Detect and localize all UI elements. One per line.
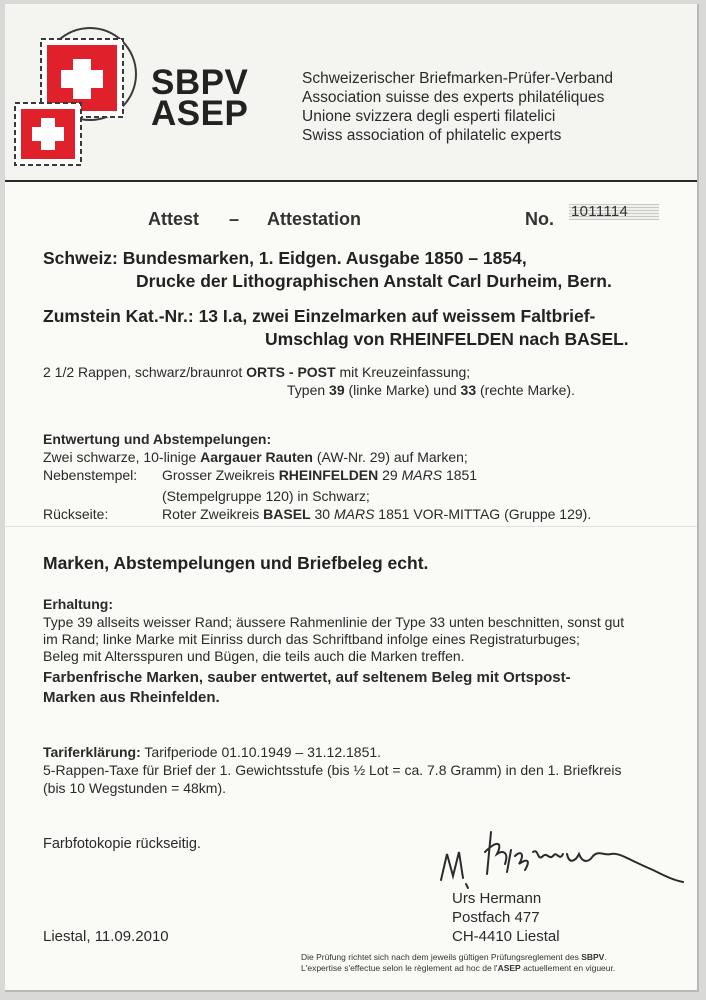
rueckseite-value xyxy=(162,506,591,522)
mars: MARS xyxy=(401,467,443,483)
cancel-text: (AW-Nr. 29) auf Marken; xyxy=(312,449,468,465)
cancel-text: Zwei schwarze, 10-linige xyxy=(43,449,201,465)
footer-de xyxy=(301,952,615,963)
cert-number-label: No. xyxy=(525,209,554,229)
footer-sbpv: SBPV xyxy=(581,952,605,962)
association-name-en: Swiss association of philatelic experts xyxy=(302,127,562,144)
stamp-description-line-1 xyxy=(43,364,470,380)
association-names xyxy=(302,69,613,145)
cancel-text: 1851 xyxy=(442,467,478,483)
cancel-text: 1851 VOR-MITTAG (Gruppe 129). xyxy=(374,506,592,522)
cancel-text: 30 xyxy=(310,506,334,522)
tariff-line-1 xyxy=(43,744,381,760)
cert-number-field xyxy=(569,204,659,220)
brand-asep: ASEP xyxy=(151,94,249,133)
stempelgruppe-note: (Stempelgruppe 120) in Schwarz; xyxy=(162,488,370,504)
catalog-line-2: Umschlag von RHEINFELDEN nach BASEL. xyxy=(265,329,629,349)
footer-asep: ASEP xyxy=(497,963,521,973)
signer-name: Urs Hermann xyxy=(452,890,542,907)
type-39: 39 xyxy=(329,382,345,398)
tariff-period: Tarifperiode 01.10.1949 – 31.12.1851. xyxy=(140,744,382,760)
brand-wordmark xyxy=(151,63,249,133)
title-dash: – xyxy=(229,209,240,229)
cancel-text: 29 xyxy=(378,467,402,483)
desc-text: mit Kreuzeinfassung; xyxy=(335,364,471,380)
tariff-line-3: (bis 10 Wegstunden = 48km). xyxy=(43,780,227,796)
desc-orts-post: ORTS - POST xyxy=(246,364,336,380)
cancel-text: Grosser Zweikreis xyxy=(162,467,279,483)
cancel-text: Roter Zweikreis xyxy=(162,506,264,522)
rueckseite-label: Rückseite: xyxy=(43,506,109,522)
cancellation-heading: Entwertung und Abstempelungen: xyxy=(43,431,272,447)
issue-line-1: Schweiz: Bundesmarken, 1. Eidgen. Ausgabe 1850 – 1854, xyxy=(43,248,527,268)
condition-line-3: Beleg mit Altersspuren und Bügen, die teils auch die Marken treffen. xyxy=(43,648,465,664)
brand-sbpv: SBPV xyxy=(151,63,249,102)
desc-text: (rechte Marke). xyxy=(476,382,575,398)
nebenstempel-label: Nebenstempel: xyxy=(43,467,138,483)
signer-address-2: CH-4410 Liestal xyxy=(452,928,560,945)
aargauer-rauten: Aargauer Rauten xyxy=(200,449,313,465)
type-33: 33 xyxy=(460,382,477,398)
footer-fr xyxy=(301,963,615,974)
condition-heading: Erhaltung: xyxy=(43,596,113,612)
footer-text: Die Prüfung richtet sich nach dem jeweils gültigen Prüfungsreglement des xyxy=(301,952,582,962)
mars: MARS xyxy=(333,506,375,522)
signer-address-1: Postfach 477 xyxy=(452,909,540,926)
sbpv-stamp-logo xyxy=(11,26,151,171)
footer-text: actuellement en vigueur. xyxy=(520,963,616,973)
condition-line-1: Type 39 allseits weisser Rand; äussere Rahmenlinie der Type 33 unten beschnitten, sonst gut xyxy=(43,614,625,630)
place-and-date: Liestal, 11.09.2010 xyxy=(43,928,169,945)
tariff-line-2: 5-Rappen-Taxe für Brief der 1. Gewichtsstufe (bis ½ Lot = ca. 7.8 Gramm) in den 1. Briefkreis xyxy=(43,762,622,778)
attest-title: Attest xyxy=(148,209,200,229)
certificate-sheet xyxy=(5,4,699,992)
association-name-it: Unione svizzera degli esperti filatelici xyxy=(302,108,556,125)
cert-number-value: 1011114 xyxy=(571,203,629,220)
stamp-description-line-2 xyxy=(287,382,575,398)
desc-text: 2 1/2 Rappen, schwarz/braunrot xyxy=(43,364,247,380)
cancellation-row-1 xyxy=(43,449,468,465)
legal-footer xyxy=(301,952,615,974)
paper-fold-line xyxy=(5,526,697,527)
nebenstempel-value xyxy=(162,467,477,483)
association-name-de: Schweizerischer Briefmarken-Prüfer-Verband xyxy=(302,70,613,87)
condition-line-2: im Rand; linke Marke mit Einriss durch das Schriftband infolge eines Registraturbuges; xyxy=(43,631,580,647)
photocopy-note: Farbfotokopie rückseitig. xyxy=(43,836,201,852)
footer-text: L'expertise s'effectue selon le règlement ad hoc de l' xyxy=(301,963,498,973)
desc-text: Typen xyxy=(287,382,330,398)
letterhead xyxy=(5,4,697,182)
tariff-label: Tariferklärung: xyxy=(43,744,141,760)
association-name-fr: Association suisse des experts philatéliques xyxy=(302,89,605,106)
catalog-line-1: Zumstein Kat.-Nr.: 13 I.a, zwei Einzelmarken auf weissem Faltbrief- xyxy=(43,306,596,326)
basel: BASEL xyxy=(263,506,311,522)
rheinfelden: RHEINFELDEN xyxy=(278,467,379,483)
condition-summary-2: Marken aus Rheinfelden. xyxy=(43,689,220,706)
issue-line-2: Drucke der Lithographischen Anstalt Carl Durheim, Bern. xyxy=(136,271,612,291)
desc-text: (linke Marke) und xyxy=(344,382,461,398)
condition-summary-1: Farbenfrische Marken, sauber entwertet, auf seltenem Beleg mit Ortspost- xyxy=(43,669,571,686)
authenticity-verdict: Marken, Abstempelungen und Briefbeleg echt. xyxy=(43,553,429,573)
footer-text: . xyxy=(604,952,607,962)
attestation-title: Attestation xyxy=(267,209,361,229)
